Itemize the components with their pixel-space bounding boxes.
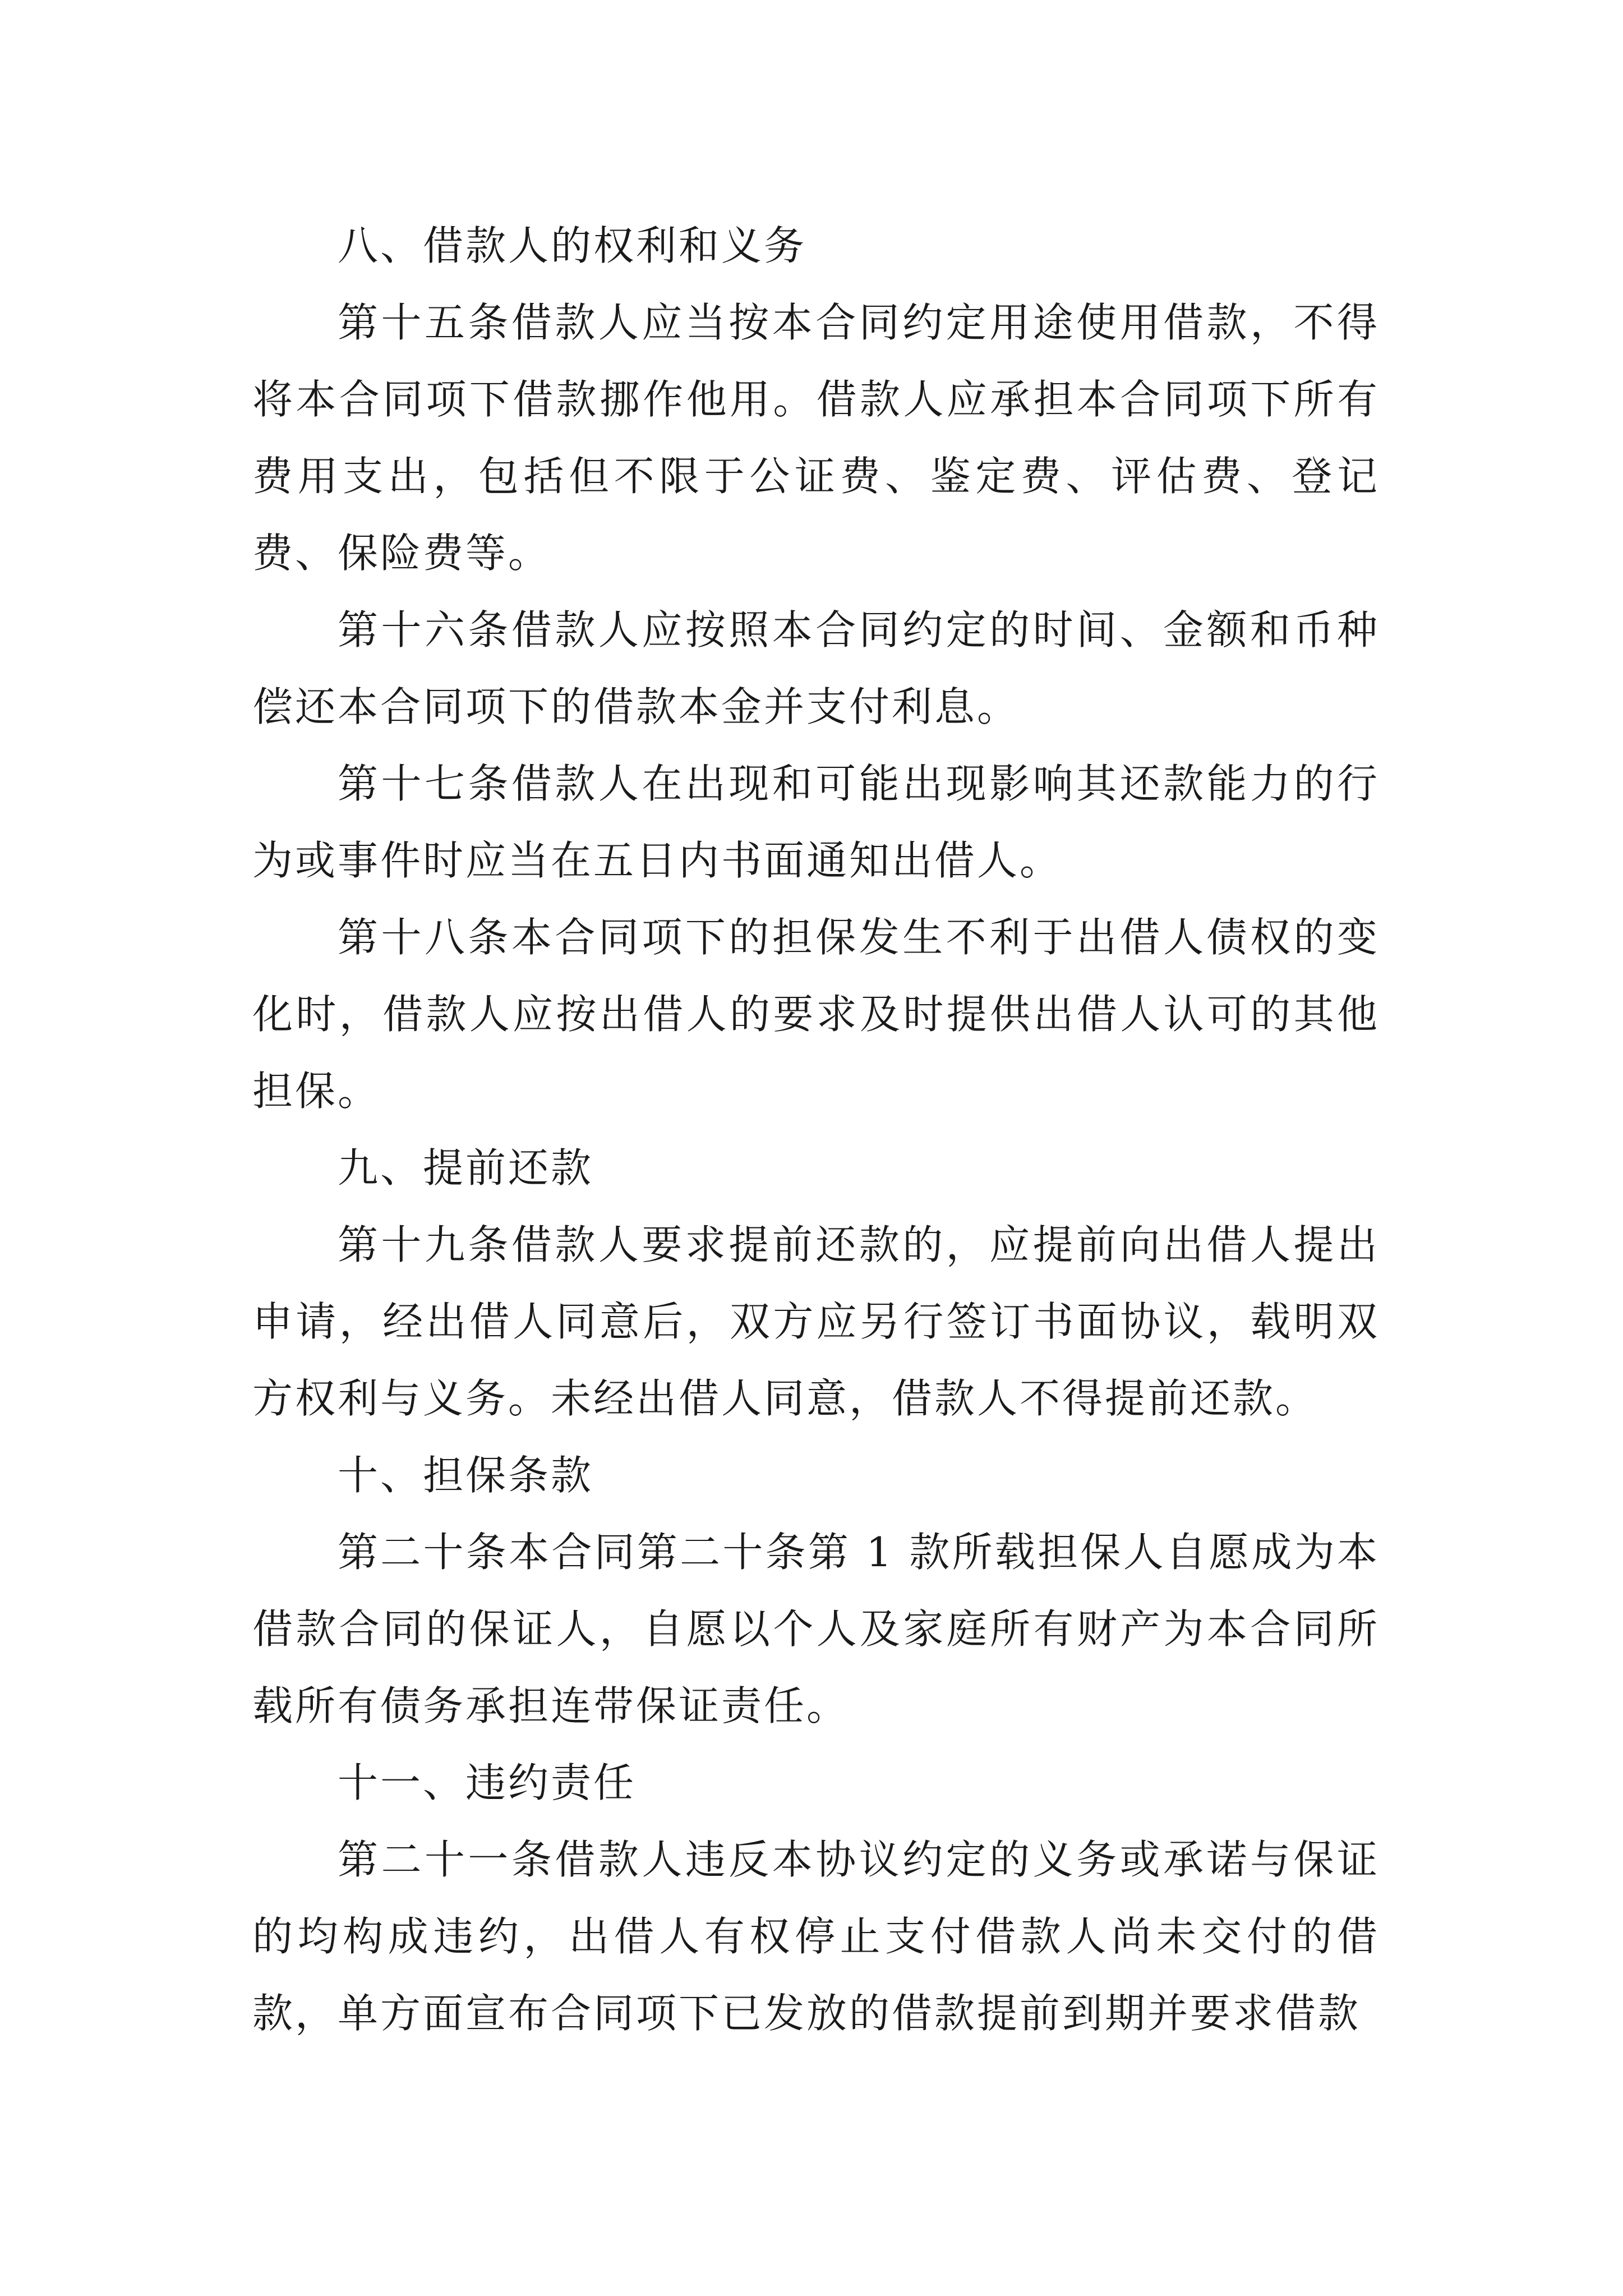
section-heading-breach-liability: 十一、违约责任 bbox=[338, 1759, 637, 1806]
article-19-paragraph: 第十九条借款人要求提前还款的，应提前向出借人提出申请，经出借人同意后，双方应另行签订书面协议，载明双方权利与义务。未经出借人同意，借款人不得提前还款。 bbox=[252, 1221, 1380, 1422]
article-16-paragraph: 第十六条借款人应按照本合同约定的时间、金额和币种偿还本合同项下的借款本金并支付利息。 bbox=[252, 606, 1380, 730]
article-20-paragraph: 第二十条本合同第二十条第 1 款所载担保人自愿成为本借款合同的保证人，自愿以个人及家庭所有财产为本合同所载所有债务承担连带保证责任。 bbox=[252, 1529, 1380, 1729]
section-heading-borrower-rights: 八、借款人的权利和义务 bbox=[338, 222, 807, 269]
article-21-paragraph: 第二十一条借款人违反本协议约定的义务或承诺与保证的均构成违约，出借人有权停止支付借款人尚未交付的借款，单方面宣布合同项下已发放的借款提前到期并要求借款 bbox=[252, 1836, 1380, 2037]
document-body bbox=[252, 208, 1380, 2052]
article-17-paragraph: 第十七条借款人在出现和可能出现影响其还款能力的行为或事件时应当在五日内书面通知出借人。 bbox=[252, 760, 1380, 884]
section-heading-guarantee: 十、担保条款 bbox=[338, 1452, 594, 1499]
article-15-paragraph: 第十五条借款人应当按本合同约定用途使用借款，不得将本合同项下借款挪作他用。借款人应承担本合同项下所有费用支出，包括但不限于公证费、鉴定费、评估费、登记费、保险费等。 bbox=[252, 299, 1380, 577]
article-18-paragraph: 第十八条本合同项下的担保发生不利于出借人债权的变化时，借款人应按出借人的要求及时提供出借人认可的其他担保。 bbox=[252, 914, 1380, 1115]
section-heading-early-repayment: 九、提前还款 bbox=[338, 1144, 594, 1191]
